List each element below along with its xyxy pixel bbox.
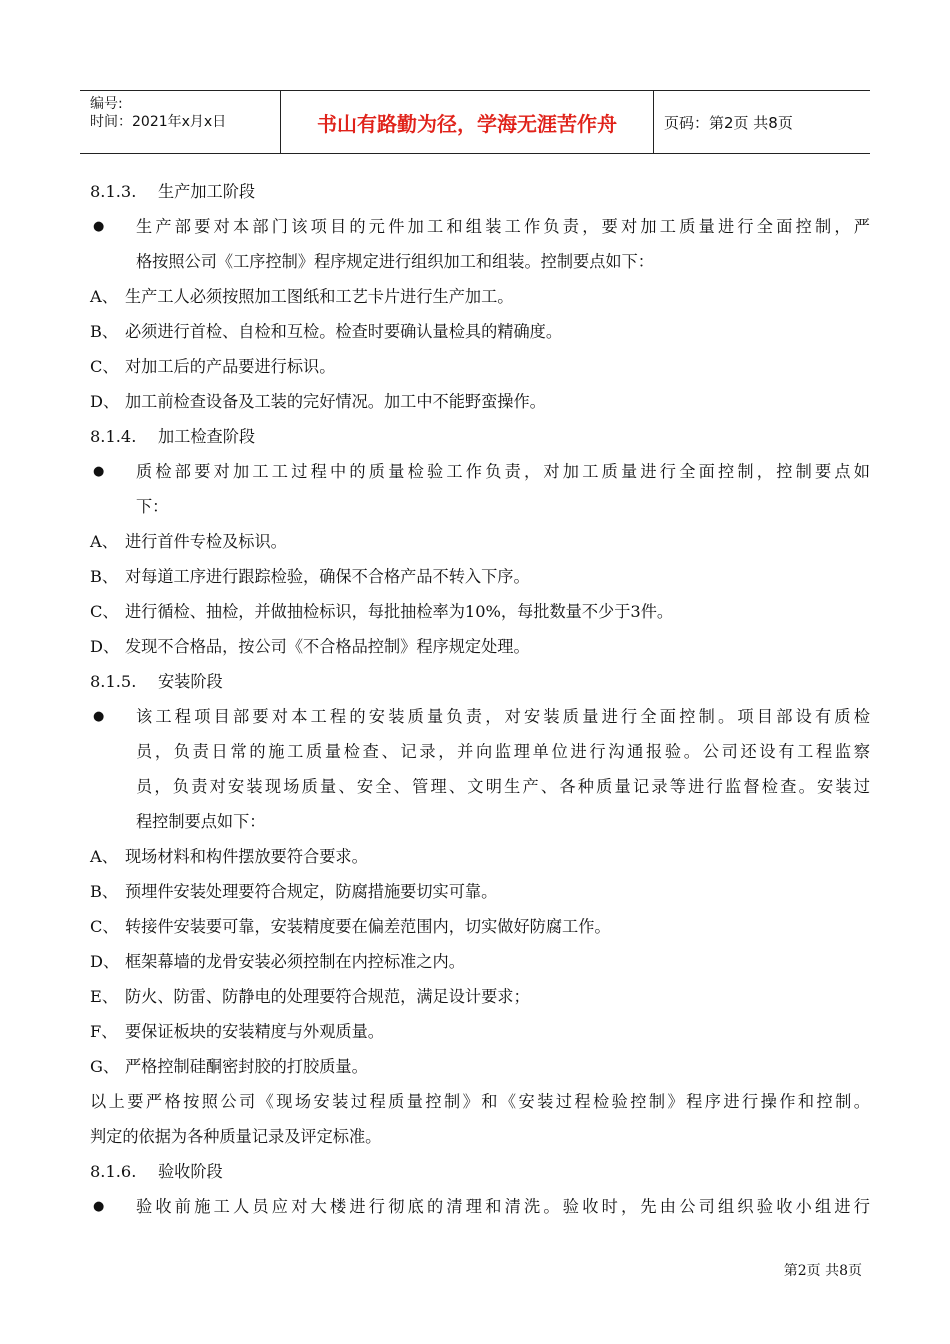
list-item: A、 现场材料和构件摆放要符合要求。 <box>90 847 368 866</box>
section-number: 8.1.5. <box>90 672 137 691</box>
date-label: 时间：2021年x月x日 <box>90 114 227 130</box>
bullet-icon: ● <box>93 1199 105 1214</box>
bullet-paragraph-line: ● 验收前施工人员应对大楼进行彻底的清理和清洗。验收时，先由公司组织验收小组进行 <box>90 1189 870 1224</box>
list-item: C、 转接件安装要可靠，安装精度要在偏差范围内，切实做好防腐工作。 <box>90 917 611 936</box>
section-title: 验收阶段 <box>158 1162 223 1181</box>
document-body <box>90 174 870 1224</box>
section-heading <box>90 664 870 699</box>
bullet-paragraph-line: ● 该工程项目部要对本工程的安装质量负责，对安装质量进行全面控制。项目部设有质检 <box>90 699 870 734</box>
bullet-paragraph-line: 下： <box>136 497 169 516</box>
bullet-paragraph-line: 员，负责日常的施工质量检查、记录，并向监理单位进行沟通报验。公司还设有工程监察 <box>136 742 870 761</box>
list-item: C、 对加工后的产品要进行标识。 <box>90 357 336 376</box>
list-item: D、 框架幕墙的龙骨安装必须控制在内控标准之内。 <box>90 952 465 971</box>
list-item: A、 进行首件专检及标识。 <box>90 532 287 551</box>
bullet-icon: ● <box>93 464 105 479</box>
page-info-cell <box>654 91 870 153</box>
list-item: C、 进行循检、抽检，并做抽检标识，每批抽检率为10%，每批数量不少于3件。 <box>90 602 674 621</box>
document-header <box>80 90 870 154</box>
motto-cell <box>281 91 654 153</box>
list-item: B、 必须进行首检、自检和互检。检查时要确认量检具的精确度。 <box>90 322 563 341</box>
header-meta-cell <box>80 91 281 153</box>
bullet-icon: ● <box>93 219 105 234</box>
list-item: F、 要保证板块的安装精度与外观质量。 <box>90 1022 384 1041</box>
header-page-info: 页码：第2页 共8页 <box>664 113 793 132</box>
list-item: D、 加工前检查设备及工装的完好情况。加工中不能野蛮操作。 <box>90 392 546 411</box>
list-item: E、 防火、防雷、防静电的处理要符合规范，满足设计要求； <box>90 987 530 1006</box>
section-title: 加工检查阶段 <box>158 427 256 446</box>
serial-number-label: 编号: <box>90 96 123 112</box>
section-heading <box>90 174 870 209</box>
bullet-paragraph-line: ● 质检部要对加工工过程中的质量检验工作负责，对加工质量进行全面控制，控制要点如 <box>90 454 870 489</box>
list-item: D、 发现不合格品，按公司《不合格品控制》程序规定处理。 <box>90 637 530 656</box>
list-item: B、 对每道工序进行跟踪检验，确保不合格产品不转入下序。 <box>90 567 530 586</box>
section-heading <box>90 1154 870 1189</box>
section-title: 安装阶段 <box>158 672 223 691</box>
header-motto: 书山有路勤为径，学海无涯苦作舟 <box>317 111 617 136</box>
section-heading <box>90 419 870 454</box>
page-footer: 第2页 共8页 <box>783 1263 862 1279</box>
paragraph-line: 以上要严格按照公司《现场安装过程质量控制》和《安装过程检验控制》程序进行操作和控制。 <box>90 1092 870 1111</box>
bullet-paragraph-line: 员，负责对安装现场质量、安全、管理、文明生产、各种质量记录等进行监督检查。安装过 <box>136 777 870 796</box>
section-number: 8.1.6. <box>90 1162 137 1181</box>
list-item: A、 生产工人必须按照加工图纸和工艺卡片进行生产加工。 <box>90 287 514 306</box>
bullet-paragraph-line: 格按照公司《工序控制》程序规定进行组织加工和组装。控制要点如下： <box>136 252 654 271</box>
section-number: 8.1.3. <box>90 182 137 201</box>
list-item: G、 严格控制硅酮密封胶的打胶质量。 <box>90 1057 368 1076</box>
section-number: 8.1.4. <box>90 427 137 446</box>
list-item: B、 预埋件安装处理要符合规定，防腐措施要切实可靠。 <box>90 882 498 901</box>
bullet-icon: ● <box>93 709 105 724</box>
section-title: 生产加工阶段 <box>158 182 256 201</box>
bullet-paragraph-line: ● 生产部要对本部门该项目的元件加工和组装工作负责，要对加工质量进行全面控制，严 <box>90 209 870 244</box>
bullet-paragraph-line: 程控制要点如下： <box>136 812 266 831</box>
paragraph-line: 判定的依据为各种质量记录及评定标准。 <box>90 1127 382 1146</box>
